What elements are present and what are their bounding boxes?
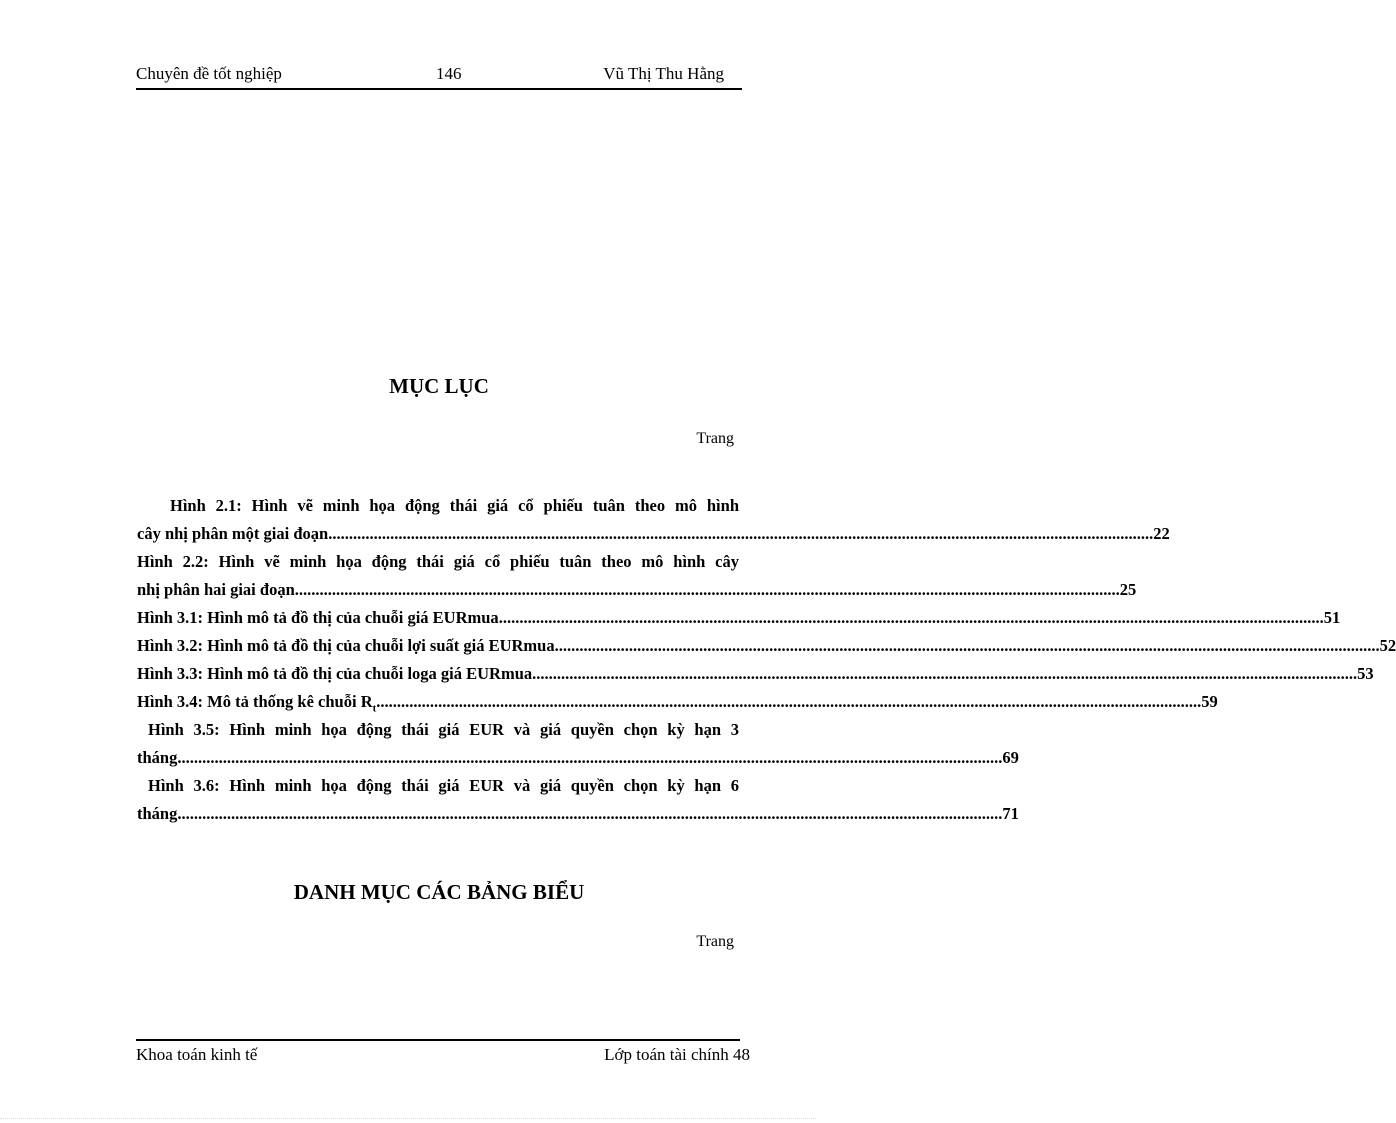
toc-entry-3-4[interactable]: Hình 3.4: Mô tả thống kê chuỗi $R_t$ ........................................................................................................................................................................................................ 59 [137, 688, 739, 716]
toc-entry-3-1[interactable]: Hình 3.1: Hình mô tả đồ thị của chuỗi giá EURmua ........................................................................................................................................................................................................ 51 [137, 604, 739, 632]
page-edge-divider [0, 1118, 816, 1119]
toc-entry-3-3[interactable]: Hình 3.3: Hình mô tả đồ thị của chuỗi loga giá EURmua ........................................................................................................................................................................................................ 53 [137, 660, 739, 688]
toc-page-number: 22 [1153, 524, 1170, 543]
contents-title: MỤC LỤC [389, 374, 489, 398]
subscript: t [372, 702, 377, 715]
toc-page-number: 51 [1323, 608, 1341, 627]
toc-page-number: 52 [1379, 636, 1396, 655]
toc-entry-3-2[interactable]: Hình 3.2: Hình mô tả đồ thị của chuỗi lợi suất giá EURmua ........................................................................................................................................................................................................ 52 [137, 632, 739, 660]
leader-dots: ........................................................................................................................................................................................................ [498, 608, 1324, 627]
leader-dots: ........................................................................................................................................................................................................ [532, 664, 1358, 683]
tables-page-label: Trang [696, 933, 734, 950]
toc-entry-3-5-line2[interactable]: tháng ........................................................................................................................................................................................................ 69 [137, 744, 739, 772]
toc-entry-3-6-line2[interactable]: tháng ........................................................................................................................................................................................................ 71 [137, 800, 739, 828]
table-of-figures [137, 492, 1396, 828]
toc-page-number: 69 [1002, 748, 1019, 767]
toc-page-number: 25 [1119, 580, 1137, 599]
leader-dots: ........................................................................................................................................................................................................ [177, 748, 1003, 767]
leader-dots: ........................................................................................................................................................................................................ [177, 804, 1003, 823]
leader-dots: ........................................................................................................................................................................................................ [328, 524, 1154, 543]
toc-entry-2-1-line1[interactable]: Hình 2.1: Hình vẽ minh họa động thái giá cổ phiếu tuân theo mô hình [170, 496, 739, 515]
toc-page-number: 71 [1002, 804, 1019, 823]
header-page-number: 146 [436, 64, 462, 83]
toc-entry-2-1-line2[interactable]: cây nhị phân một giai đoạn ........................................................................................................................................................................................................ 22 [137, 520, 739, 548]
toc-page-number: 59 [1201, 692, 1218, 711]
toc-entry-3-6-line1[interactable]: Hình 3.6: Hình minh họa động thái giá EUR và giá quyền chọn kỳ hạn 6 [148, 776, 739, 795]
leader-dots: ........................................................................................................................................................................................................ [294, 580, 1120, 599]
footer-faculty: Khoa toán kinh tế [136, 1045, 258, 1064]
toc-entry-2-2-line1[interactable]: Hình 2.2: Hình vẽ minh họa động thái giá cổ phiếu tuân theo mô hình cây [137, 552, 739, 571]
toc-entry-2-2-line2[interactable]: nhị phân hai giai đoạn ........................................................................................................................................................................................................ 25 [137, 576, 739, 604]
leader-dots: ........................................................................................................................................................................................................ [376, 692, 1202, 711]
toc-page-number: 53 [1357, 664, 1374, 683]
page-footer [136, 1039, 750, 1071]
footer-class: Lớp toán tài chính 48 [604, 1045, 750, 1064]
leader-dots: ........................................................................................................................................................................................................ [554, 636, 1380, 655]
contents-page-label: Trang [696, 430, 734, 447]
tables-list-title: DANH MỤC CÁC BẢNG BIỂU [293, 880, 585, 904]
toc-entry-3-5-line1[interactable]: Hình 3.5: Hình minh họa động thái giá EUR và giá quyền chọn kỳ hạn 3 [148, 720, 739, 739]
page-header [136, 62, 742, 90]
header-document-type: Chuyên đề tốt nghiệp [136, 64, 282, 83]
header-author: Vũ Thị Thu Hằng [603, 64, 724, 83]
